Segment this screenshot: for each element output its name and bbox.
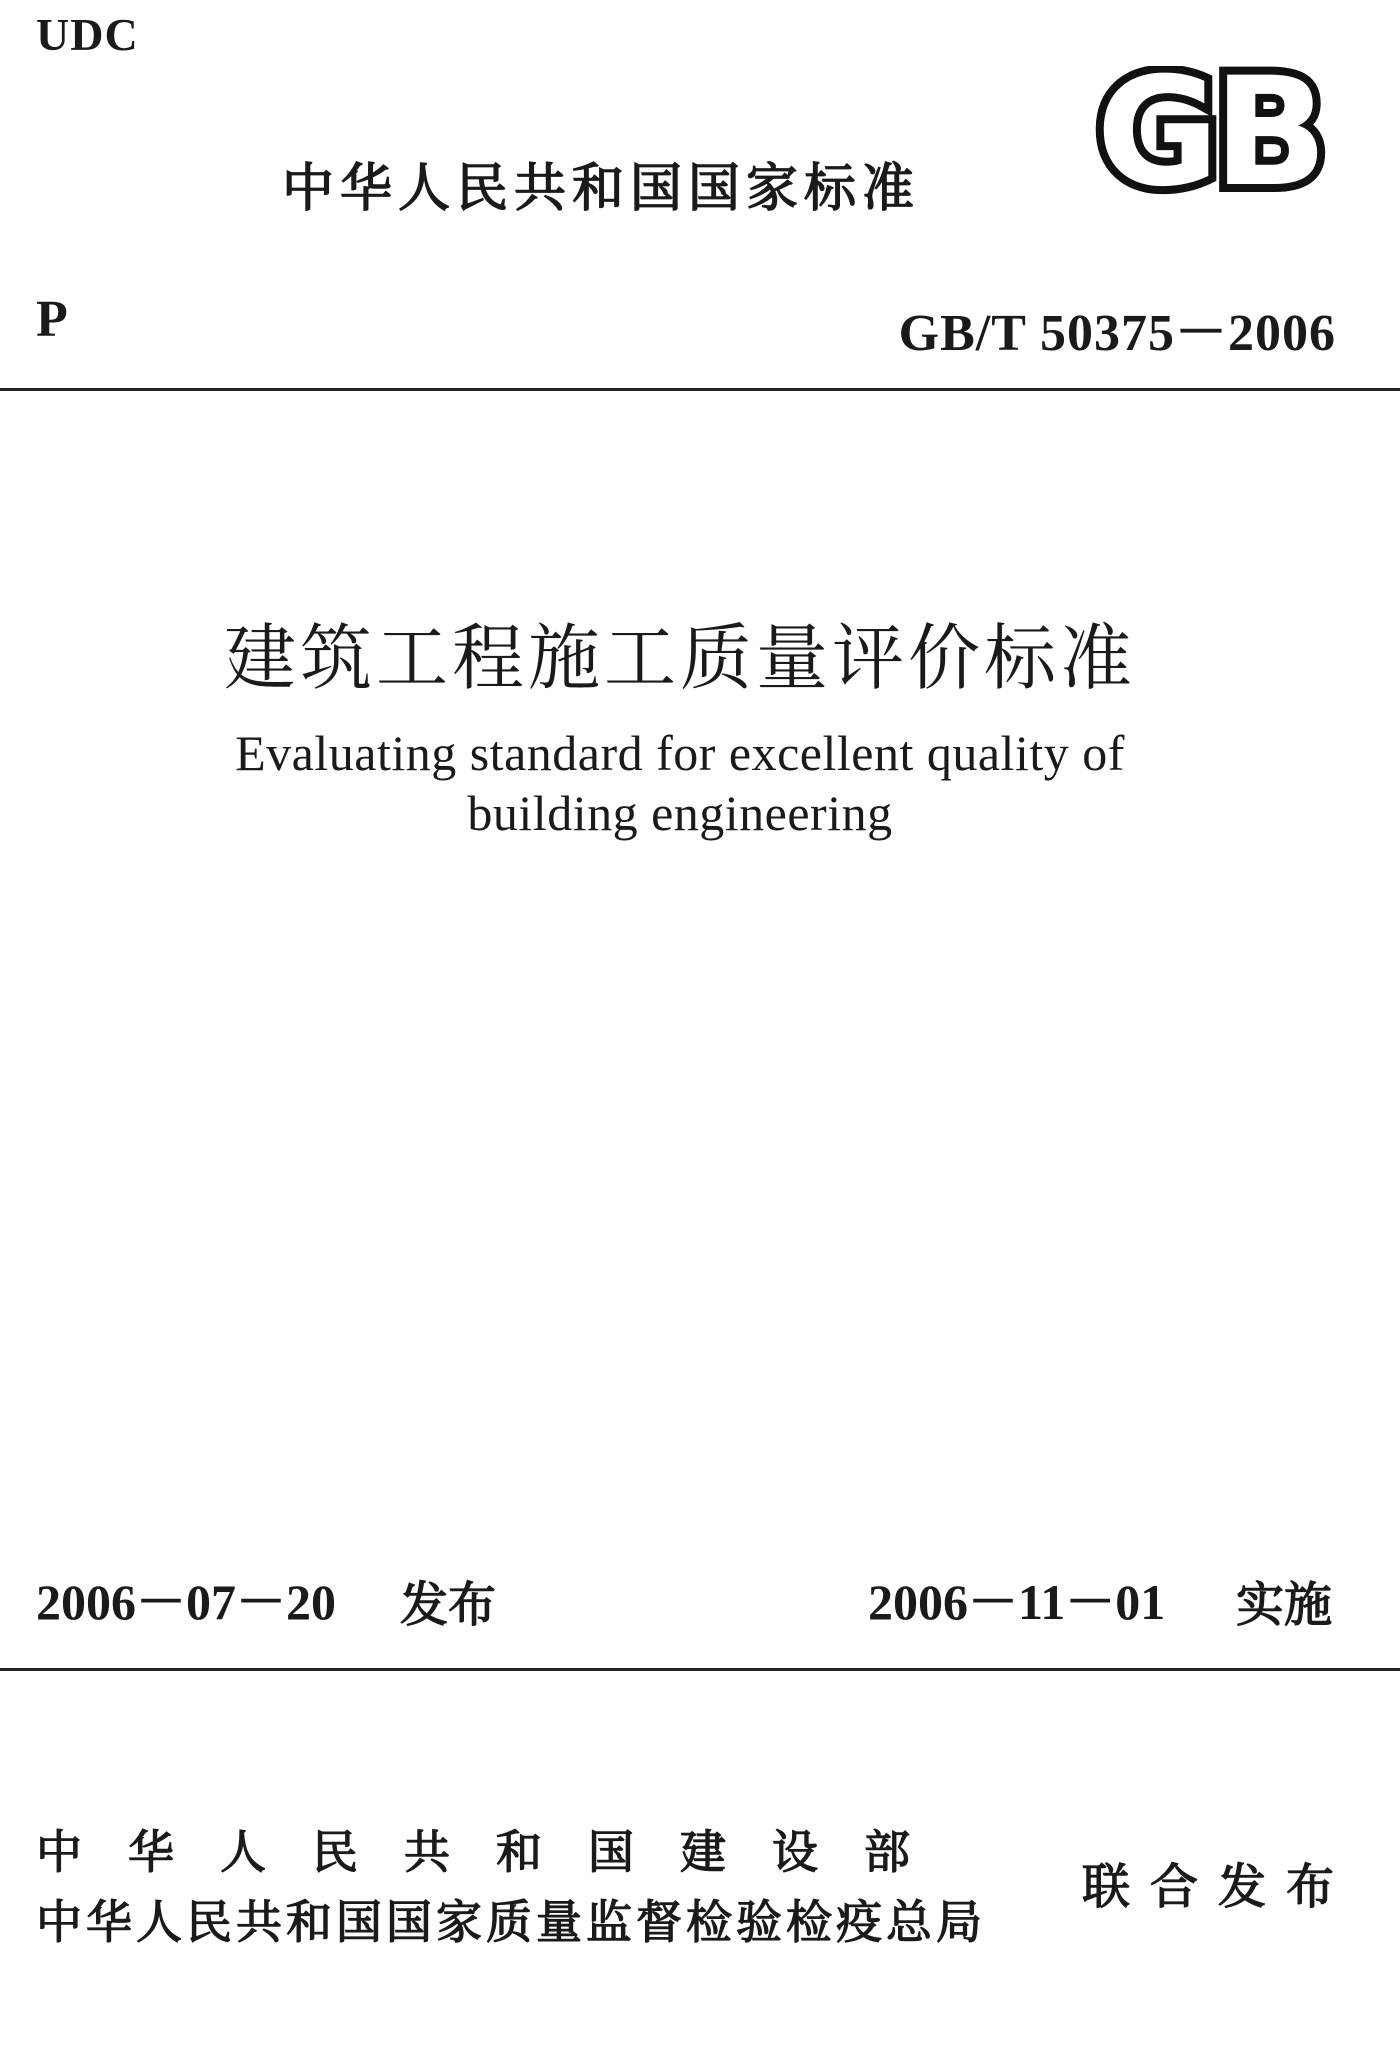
issuer-ministry-of-construction: 中华人民共和国建设部	[36, 1825, 956, 1879]
issue-label: 发布	[400, 1577, 497, 1633]
gb-logo-icon	[1078, 66, 1340, 202]
dates-divider	[0, 1668, 1400, 1671]
header-divider	[0, 388, 1400, 391]
issuer-aqsiq: 中华人民共和国国家质量监督检验检疫总局	[36, 1895, 986, 1949]
issue-date: 2006－07－20	[36, 1574, 336, 1630]
title-chinese: 建筑工程施工质量评价标准	[223, 616, 1136, 700]
gb-logo-text: GB	[1096, 66, 1322, 202]
implementation-label: 实施	[1236, 1577, 1333, 1633]
title-english-line-2: building engineering	[467, 785, 893, 841]
country-standard-heading: 中华人民共和国国家标准	[282, 159, 921, 219]
implementation-date: 2006－11－01	[868, 1574, 1166, 1630]
classification-code: P	[36, 291, 68, 348]
joint-issue-label: 联合发布	[1082, 1859, 1355, 1915]
title-english-line-1: Evaluating standard for excellent quality of	[235, 725, 1125, 781]
standard-number: GB/T 50375－2006	[898, 305, 1336, 362]
udc-label: UDC	[36, 9, 139, 60]
